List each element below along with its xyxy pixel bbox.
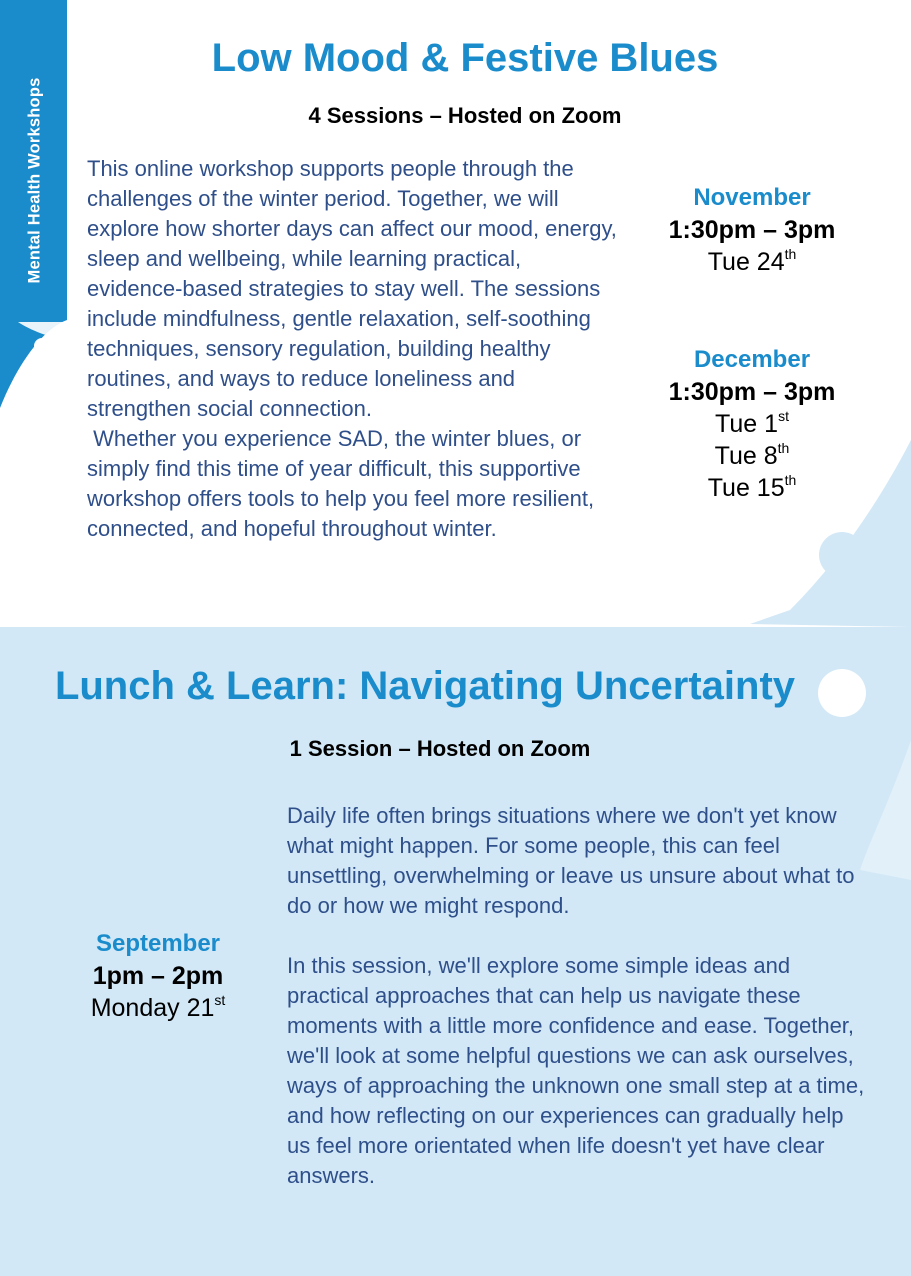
schedule-time: 1:30pm – 3pm xyxy=(668,216,836,244)
right-dot-upper xyxy=(819,532,865,578)
workshop1-description xyxy=(87,154,617,544)
schedule-month: December xyxy=(693,346,811,373)
schedule-time: 1:30pm – 3pm xyxy=(668,378,836,406)
schedule-date-day: Tue 8 xyxy=(714,442,778,470)
workshop2-description xyxy=(287,801,867,1191)
schedule-date-suffix: th xyxy=(784,245,797,262)
workshop2-title: Lunch & Learn: Navigating Uncertainty xyxy=(54,664,796,708)
schedule-date xyxy=(642,472,862,504)
workshop1-schedule-november xyxy=(642,182,862,278)
side-tab-label xyxy=(15,70,55,290)
schedule-date xyxy=(48,992,268,1024)
schedule-month: September xyxy=(95,930,221,957)
schedule-date xyxy=(642,408,862,440)
workshop1-description-p1: This online workshop supports people through the challenges of the winter period. Together, we will explore how shorter days can affect our mood, energy, sleep and wellbeing, while learning practical, evidence-based strategies to stay well. The sessions include mindfulness, gentle relaxation, self-soothing techniques, sensory regulation, building healthy routines, and ways to reduce loneliness and strengthen social connection. xyxy=(87,156,617,421)
schedule-date-suffix: st xyxy=(778,407,789,424)
workshop1-schedule-december xyxy=(642,344,862,504)
schedule-date-day: Monday 21 xyxy=(90,994,215,1022)
side-tab-dot xyxy=(34,338,50,354)
schedule-time: 1pm – 2pm xyxy=(92,962,224,990)
workshop1-title: Low Mood & Festive Blues xyxy=(211,36,719,80)
schedule-date-suffix: th xyxy=(784,471,797,488)
schedule-date-suffix: st xyxy=(214,991,226,1008)
schedule-date-day: Tue 15 xyxy=(707,474,785,502)
workshop2-subtitle: 1 Session – Hosted on Zoom xyxy=(289,736,591,761)
right-lower-swoosh xyxy=(860,740,911,880)
schedule-month: November xyxy=(693,184,811,211)
schedule-date-suffix: th xyxy=(777,439,790,456)
workshop2-description-p1: Daily life often brings situations where we don't yet know what might happen. For some people, this can feel unsettling, overwhelming or leave us unsure about what to do or how we might respond. xyxy=(287,803,855,918)
schedule-date xyxy=(642,440,862,472)
schedule-date-day: Tue 24 xyxy=(707,248,785,276)
side-tab-text: Mental Health Workshops xyxy=(25,77,44,283)
workshop2-schedule-september xyxy=(48,928,268,1024)
schedule-date-day: Tue 1 xyxy=(715,410,779,438)
workshop1-description-p2: Whether you experience SAD, the winter blues, or simply find this time of year difficult, this supportive workshop offers tools to help you feel more resilient, connected, and hopeful throughout winter. xyxy=(87,426,595,541)
schedule-date xyxy=(642,246,862,278)
workshop2-description-p2: In this session, we'll explore some simple ideas and practical approaches that can help us navigate these moments with a little more confidence and ease. Together, we'll look at some helpful questions we can ask ourselves, ways of approaching the unknown one small step at a time, and how reflecting on our experiences can gradually help us feel more orientated when life doesn't yet have clear answers. xyxy=(287,953,865,1188)
workshop1-subtitle: 4 Sessions – Hosted on Zoom xyxy=(308,103,622,128)
